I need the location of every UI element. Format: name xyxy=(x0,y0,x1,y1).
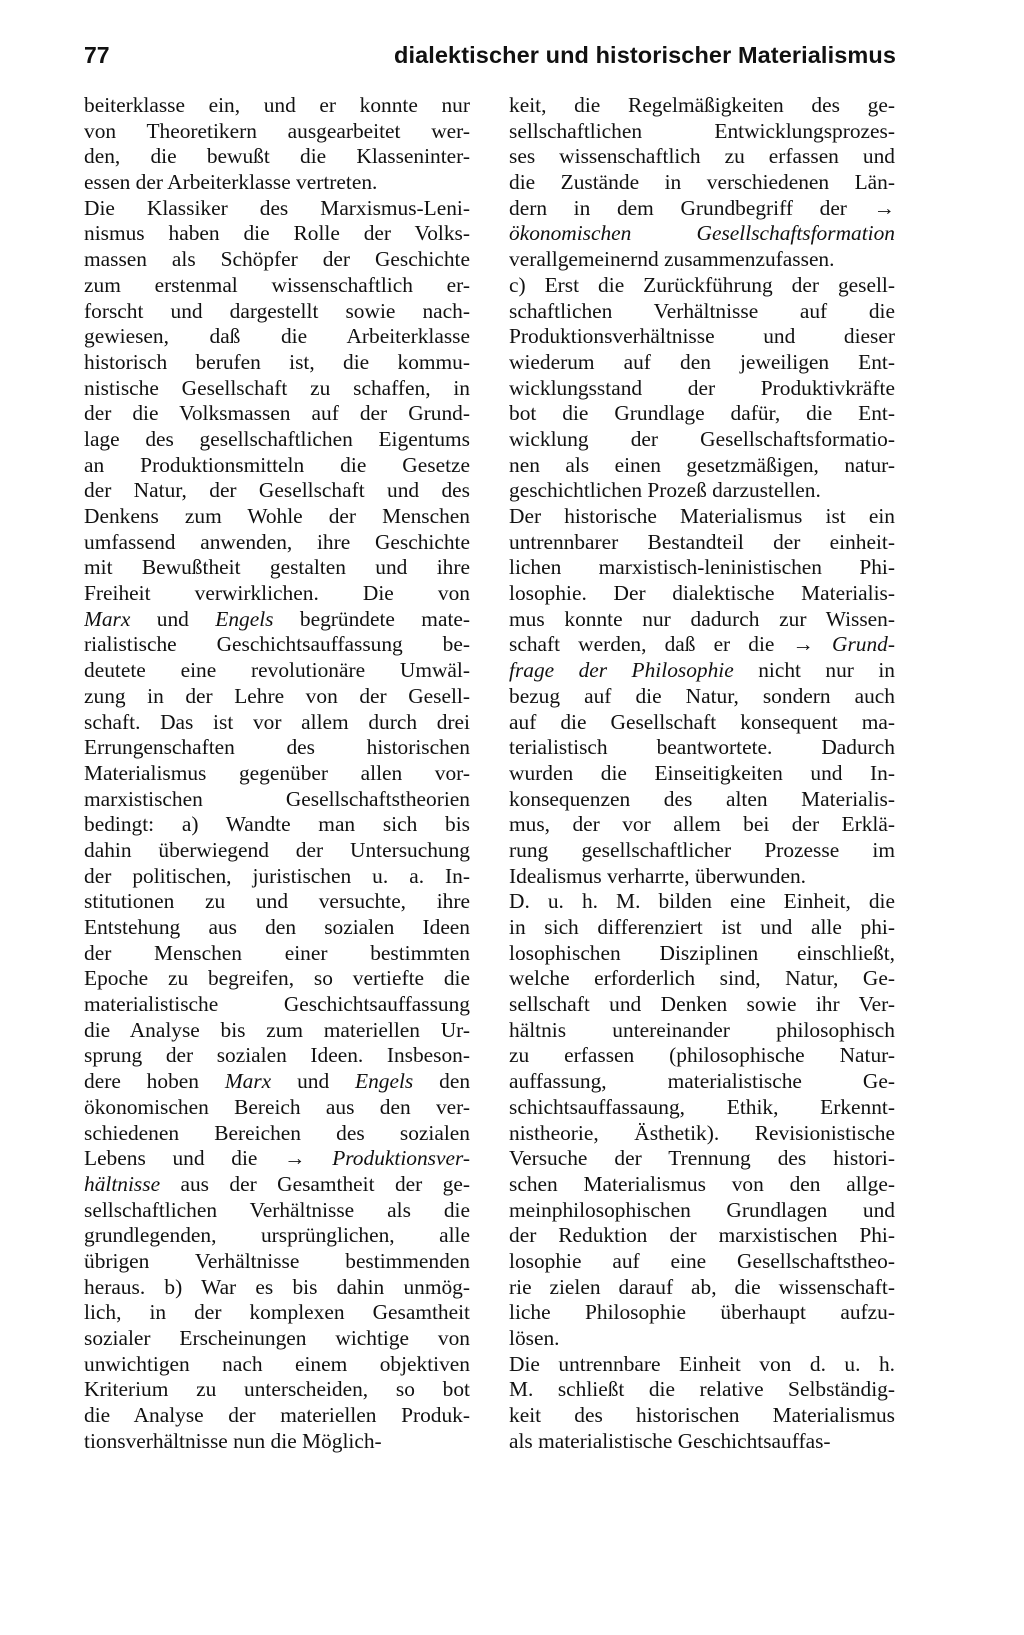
text-line: sellschaftlichen Verhältnisse als die xyxy=(84,1197,470,1222)
text-line: bedingt: a) Wandte man sich bis xyxy=(84,812,470,837)
text-line: unwichtigen nach einem objektiven xyxy=(84,1351,470,1376)
text-line: beiterklasse ein, und er konnte nur xyxy=(84,93,470,117)
text-line: mit Bewußtheit gestalten und ihre xyxy=(84,555,470,580)
text-line: heraus. b) War es bis dahin unmög- xyxy=(84,1274,470,1299)
text-line: rung gesellschaftlicher Prozesse im xyxy=(509,837,895,862)
text-line: die Analyse bis zum materiellen Ur- xyxy=(84,1017,470,1042)
text-line: wicklung der Gesellschaftsformatio- xyxy=(509,426,895,451)
text-line: meinphilosophischen Grundlagen und xyxy=(509,1197,895,1222)
text-line: rialistische Geschichtsauffassung be- xyxy=(84,632,470,657)
text-line: sozialer Erscheinungen wichtige von xyxy=(84,1326,470,1350)
text-line: gewiesen, daß die Arbeiterklasse xyxy=(84,324,470,349)
text-line: mus konnte nur dadurch zur Wissen- xyxy=(509,606,895,631)
text-segment: dere hoben xyxy=(84,1069,225,1094)
text-line: als materialistische Geschichtsauffas- xyxy=(509,1428,831,1453)
text-line: dahin überwiegend der Untersuchung xyxy=(84,837,470,862)
text-line: Epoche zu begreifen, so vertiefte die xyxy=(84,966,470,991)
text-line: forscht und dargestellt sowie nach- xyxy=(84,298,470,323)
text-line: lichen marxistisch-leninistischen Phi- xyxy=(509,555,895,580)
text-line: schaftlichen Verhältnisse auf die xyxy=(509,298,895,323)
text-line: Materialismus gegenüber allen vor- xyxy=(84,760,470,785)
text-line: liche Philosophie überhaupt aufzu- xyxy=(509,1300,895,1325)
text-segment: schaft werden, daß er die → xyxy=(509,632,833,657)
text-line: nistische Gesellschaft zu schaffen, in xyxy=(84,375,470,400)
italic-term: Engels xyxy=(355,1069,414,1094)
text-line: keit, die Regelmäßigkeiten des ge- xyxy=(509,93,895,117)
text-line: lage des gesellschaftlichen Eigentums xyxy=(84,426,470,451)
text-line: die Analyse der materiellen Produk- xyxy=(84,1403,470,1428)
text-line: schiedenen Bereichen des sozialen xyxy=(84,1120,470,1145)
text-line: losophie auf eine Gesellschaftstheo- xyxy=(509,1248,895,1273)
text-line: von Theoretikern ausgearbeitet wer- xyxy=(84,118,470,143)
text-line: konsequenzen des alten Materialis- xyxy=(509,786,895,811)
text-line: nistheorie, Ästhetik). Revisionistische xyxy=(509,1120,895,1145)
text-line: massen als Schöpfer der Geschichte xyxy=(84,247,470,272)
text-line: schaft. Das ist vor allem durch drei xyxy=(84,709,470,734)
italic-term: frage der Philosophie xyxy=(509,658,734,683)
text-line: die Zustände in verschiedenen Län- xyxy=(509,170,895,195)
text-line xyxy=(509,632,895,658)
text-line xyxy=(509,658,895,684)
text-line: auf die Gesellschaft konsequent ma- xyxy=(509,709,895,734)
text-line: nismus haben die Rolle der Volks- xyxy=(84,221,470,246)
text-line: deutete eine revolutionäre Umwäl- xyxy=(84,658,470,683)
left-text-column xyxy=(84,93,470,1454)
text-line: Denkens zum Wohle der Menschen xyxy=(84,504,470,528)
italic-term: Marx xyxy=(84,606,131,631)
text-line: Idealismus verharrte, überwunden. xyxy=(509,863,806,888)
text-line: Freiheit verwirklichen. Die von xyxy=(84,581,470,606)
text-segment: Lebens und die → xyxy=(84,1146,333,1171)
text-line: hältnis untereinander philosophisch xyxy=(509,1017,895,1042)
text-line: übrigen Verhältnisse bestimmenden xyxy=(84,1248,470,1273)
text-line: rie zielen darauf ab, die wissenschaft- xyxy=(509,1274,895,1299)
text-line: zum erstenmal wissenschaftlich er- xyxy=(84,272,470,297)
text-line: umfassend anwenden, ihre Geschichte xyxy=(84,529,470,554)
text-line: lich, in der komplexen Gesamtheit xyxy=(84,1300,470,1325)
italic-term: Grund- xyxy=(832,632,895,657)
text-line: verallgemeinernd zusammenzufassen. xyxy=(509,247,835,272)
text-line: Die untrennbare Einheit von d. u. h. xyxy=(509,1351,895,1376)
text-line: sellschaft und Denken sowie ihr Ver- xyxy=(509,992,895,1017)
text-line: ses wissenschaftlich zu erfassen und xyxy=(509,144,895,169)
italic-term: ökonomischen Gesellschaftsformation xyxy=(509,221,895,246)
text-line: bezug auf die Natur, sondern auch xyxy=(509,683,895,708)
text-segment: den xyxy=(413,1069,470,1094)
text-line xyxy=(84,1172,470,1198)
text-line: M. schließt die relative Selbständig- xyxy=(509,1377,895,1402)
text-line: untrennbarer Bestandteil der einheit- xyxy=(509,529,895,554)
text-line: essen der Arbeiterklasse vertreten. xyxy=(84,170,378,195)
text-segment: nicht nur in xyxy=(733,658,895,683)
text-line: keit des historischen Materialismus xyxy=(509,1403,895,1428)
page-number: 77 xyxy=(84,42,110,68)
text-line: in sich differenziert ist und alle phi- xyxy=(509,915,895,939)
text-line: der Menschen einer bestimmten xyxy=(84,940,470,965)
text-line: der politischen, juristischen u. a. In- xyxy=(84,863,470,888)
italic-term: hältnisse xyxy=(84,1171,161,1196)
text-line: materialistische Geschichtsauffassung xyxy=(84,992,470,1017)
text-line: historisch berufen ist, die kommu- xyxy=(84,349,470,374)
text-line: c) Erst die Zurückführung der gesell- xyxy=(509,272,895,297)
text-line: bot die Grundlage dafür, die Ent- xyxy=(509,401,895,426)
text-line: zung in der Lehre von der Gesell- xyxy=(84,683,470,708)
text-line: wicklungsstand der Produktivkräfte xyxy=(509,375,895,400)
text-line: tionsverhältnisse nun die Möglich- xyxy=(84,1428,382,1453)
text-line: Kriterium zu unterscheiden, so bot xyxy=(84,1377,470,1402)
text-segment: aus der Gesamtheit der ge- xyxy=(160,1171,470,1196)
page-header xyxy=(84,42,896,76)
text-line: Errungenschaften des historischen xyxy=(84,735,470,760)
text-line: den, die bewußt die Klasseninter- xyxy=(84,144,470,169)
text-line: sprung der sozialen Ideen. Insbeson- xyxy=(84,1043,470,1068)
text-line xyxy=(84,1146,470,1172)
text-line xyxy=(84,1069,470,1095)
text-segment: begründete mate- xyxy=(273,606,470,631)
text-line: Der historische Materialismus ist ein xyxy=(509,504,895,528)
text-line: auffassung, materialistische Ge- xyxy=(509,1069,895,1094)
text-line: der die Volksmassen auf der Grund- xyxy=(84,401,470,426)
text-line: marxistischen Gesellschaftstheorien xyxy=(84,786,470,811)
text-line: lösen. xyxy=(509,1326,560,1350)
text-line: Versuche der Trennung des histori- xyxy=(509,1146,895,1171)
italic-term: Produktionsver- xyxy=(332,1146,470,1171)
text-line: Die Klassiker des Marxismus-Leni- xyxy=(84,195,470,220)
text-line: welche erforderlich sind, Natur, Ge- xyxy=(509,966,895,991)
text-line: dern in dem Grundbegriff der → xyxy=(509,195,895,220)
text-line: losophischen Disziplinen einschließt, xyxy=(509,940,895,965)
text-line: losophie. Der dialektische Materialis- xyxy=(509,581,895,606)
text-line: Entstehung aus den sozialen Ideen xyxy=(84,915,470,939)
right-text-column xyxy=(509,93,895,1454)
text-segment: und xyxy=(130,606,216,631)
text-line: Produktionsverhältnisse und dieser xyxy=(509,324,895,349)
running-title: dialektischer und historischer Materialismus xyxy=(394,42,896,68)
text-line: wiederum auf den jeweiligen Ent- xyxy=(509,349,895,374)
text-line xyxy=(84,607,470,633)
text-line: wurden die Einseitigkeiten und In- xyxy=(509,760,895,785)
text-line: der Natur, der Gesellschaft und des xyxy=(84,478,470,503)
italic-term: Marx xyxy=(224,1069,272,1094)
text-line: geschichtlichen Prozeß darzustellen. xyxy=(509,478,821,503)
text-line: grundlegenden, ursprünglichen, alle xyxy=(84,1223,470,1248)
text-line: der Reduktion der marxistischen Phi- xyxy=(509,1223,895,1248)
text-line: stitutionen zu und versuchte, ihre xyxy=(84,889,470,914)
text-line: ökonomischen Bereich aus den ver- xyxy=(84,1094,470,1119)
text-line: zu erfassen (philosophische Natur- xyxy=(509,1043,895,1068)
text-line: schichtsauffassaung, Ethik, Erkennt- xyxy=(509,1094,895,1119)
text-line: mus, der vor allem bei der Erklä- xyxy=(509,812,895,837)
text-segment: und xyxy=(271,1069,356,1094)
text-line: an Produktionsmitteln die Gesetze xyxy=(84,452,470,477)
italic-term: Engels xyxy=(215,606,274,631)
text-line: D. u. h. M. bilden eine Einheit, die xyxy=(509,889,895,914)
text-line: sellschaftlichen Entwicklungsprozes- xyxy=(509,118,895,143)
text-line: nen als einen gesetzmäßigen, natur- xyxy=(509,452,895,477)
text-line: schen Materialismus von den allge- xyxy=(509,1171,895,1196)
text-line xyxy=(509,221,895,247)
text-line: terialistisch beantwortete. Dadurch xyxy=(509,735,895,760)
